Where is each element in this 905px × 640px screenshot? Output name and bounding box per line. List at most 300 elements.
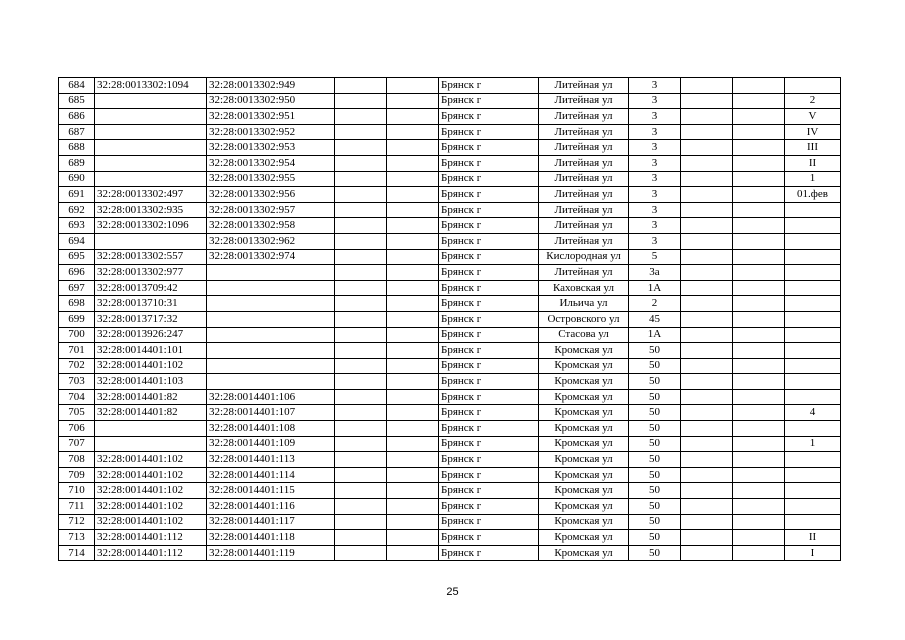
table-row xyxy=(59,389,841,405)
cell-empty-col-4 xyxy=(335,202,387,218)
cell-empty-col-5 xyxy=(387,280,439,296)
cell-street: Литейная ул xyxy=(539,93,629,109)
cell-cadastral-number-parent: 32:28:0013302:1094 xyxy=(95,78,207,94)
cell-empty-col-9 xyxy=(681,545,733,561)
cell-row-number: 706 xyxy=(59,421,95,437)
cell-room-number xyxy=(785,358,841,374)
cell-cadastral-number: 32:28:0014401:119 xyxy=(207,545,335,561)
cell-empty-col-5 xyxy=(387,530,439,546)
cell-row-number: 695 xyxy=(59,249,95,265)
cell-cadastral-number-parent: 32:28:0013302:977 xyxy=(95,265,207,281)
cell-cadastral-number: 32:28:0014401:106 xyxy=(207,389,335,405)
cell-cadastral-number: 32:28:0014401:113 xyxy=(207,452,335,468)
cell-row-number: 712 xyxy=(59,514,95,530)
cell-cadastral-number xyxy=(207,280,335,296)
table-row xyxy=(59,249,841,265)
table-row xyxy=(59,405,841,421)
table-row xyxy=(59,93,841,109)
cell-street: Литейная ул xyxy=(539,187,629,203)
cell-cadastral-number: 32:28:0013302:954 xyxy=(207,155,335,171)
cell-city: Брянск г xyxy=(439,155,539,171)
cell-empty-col-4 xyxy=(335,514,387,530)
cell-cadastral-number xyxy=(207,343,335,359)
cell-street: Литейная ул xyxy=(539,233,629,249)
cell-empty-col-9 xyxy=(681,140,733,156)
cell-empty-col-10 xyxy=(733,296,785,312)
cell-cadastral-number-parent: 32:28:0013302:935 xyxy=(95,202,207,218)
cell-empty-col-5 xyxy=(387,452,439,468)
table-row xyxy=(59,265,841,281)
cell-cadastral-number-parent: 32:28:0014401:102 xyxy=(95,499,207,515)
cell-cadastral-number: 32:28:0013302:958 xyxy=(207,218,335,234)
cell-empty-col-10 xyxy=(733,343,785,359)
cell-empty-col-5 xyxy=(387,421,439,437)
cell-house-number: 1А xyxy=(629,280,681,296)
cell-city: Брянск г xyxy=(439,421,539,437)
cell-room-number: 1 xyxy=(785,436,841,452)
cell-cadastral-number-parent xyxy=(95,233,207,249)
cell-empty-col-10 xyxy=(733,202,785,218)
cell-street: Литейная ул xyxy=(539,155,629,171)
cell-empty-col-9 xyxy=(681,467,733,483)
cell-empty-col-5 xyxy=(387,358,439,374)
cell-empty-col-10 xyxy=(733,421,785,437)
cell-house-number: 50 xyxy=(629,421,681,437)
cell-cadastral-number-parent: 32:28:0013709:42 xyxy=(95,280,207,296)
cell-empty-col-10 xyxy=(733,187,785,203)
cell-room-number xyxy=(785,483,841,499)
cell-empty-col-10 xyxy=(733,124,785,140)
cell-cadastral-number-parent: 32:28:0014401:102 xyxy=(95,514,207,530)
cell-row-number: 684 xyxy=(59,78,95,94)
cell-row-number: 689 xyxy=(59,155,95,171)
cell-row-number: 692 xyxy=(59,202,95,218)
cell-cadastral-number: 32:28:0013302:962 xyxy=(207,233,335,249)
cell-cadastral-number-parent: 32:28:0014401:82 xyxy=(95,389,207,405)
cell-empty-col-5 xyxy=(387,249,439,265)
cell-house-number: 50 xyxy=(629,483,681,499)
cell-city: Брянск г xyxy=(439,249,539,265)
cell-room-number: 2 xyxy=(785,93,841,109)
table-row xyxy=(59,155,841,171)
cell-city: Брянск г xyxy=(439,499,539,515)
cell-empty-col-4 xyxy=(335,296,387,312)
cell-empty-col-9 xyxy=(681,296,733,312)
table-row xyxy=(59,78,841,94)
table-row xyxy=(59,140,841,156)
cell-empty-col-10 xyxy=(733,389,785,405)
cell-room-number xyxy=(785,249,841,265)
cell-empty-col-4 xyxy=(335,155,387,171)
cell-cadastral-number: 32:28:0013302:950 xyxy=(207,93,335,109)
cell-room-number xyxy=(785,78,841,94)
cell-street: Кромская ул xyxy=(539,374,629,390)
cell-cadastral-number xyxy=(207,327,335,343)
cell-empty-col-4 xyxy=(335,218,387,234)
cell-street: Кромская ул xyxy=(539,530,629,546)
cell-city: Брянск г xyxy=(439,358,539,374)
cell-empty-col-5 xyxy=(387,140,439,156)
cell-empty-col-9 xyxy=(681,249,733,265)
cell-empty-col-4 xyxy=(335,452,387,468)
cell-empty-col-9 xyxy=(681,514,733,530)
cell-house-number: 3 xyxy=(629,124,681,140)
cell-empty-col-10 xyxy=(733,467,785,483)
cell-cadastral-number: 32:28:0014401:115 xyxy=(207,483,335,499)
table-row xyxy=(59,327,841,343)
table-row xyxy=(59,280,841,296)
cell-empty-col-10 xyxy=(733,280,785,296)
cell-city: Брянск г xyxy=(439,265,539,281)
cell-empty-col-5 xyxy=(387,389,439,405)
cell-room-number: I xyxy=(785,545,841,561)
cell-empty-col-5 xyxy=(387,155,439,171)
cell-empty-col-10 xyxy=(733,436,785,452)
cell-empty-col-5 xyxy=(387,265,439,281)
cell-cadastral-number-parent xyxy=(95,93,207,109)
cell-city: Брянск г xyxy=(439,202,539,218)
cell-room-number: 1 xyxy=(785,171,841,187)
cell-empty-col-10 xyxy=(733,327,785,343)
cell-row-number: 705 xyxy=(59,405,95,421)
cell-room-number xyxy=(785,343,841,359)
cell-house-number: 50 xyxy=(629,343,681,359)
cell-room-number xyxy=(785,514,841,530)
cell-house-number: 50 xyxy=(629,405,681,421)
cell-street: Кромская ул xyxy=(539,389,629,405)
cell-city: Брянск г xyxy=(439,171,539,187)
cell-empty-col-5 xyxy=(387,327,439,343)
cell-empty-col-4 xyxy=(335,530,387,546)
cell-row-number: 707 xyxy=(59,436,95,452)
cell-street: Литейная ул xyxy=(539,109,629,125)
cell-city: Брянск г xyxy=(439,530,539,546)
cell-empty-col-4 xyxy=(335,467,387,483)
cell-room-number: III xyxy=(785,140,841,156)
cell-cadastral-number-parent xyxy=(95,109,207,125)
cell-house-number: 50 xyxy=(629,358,681,374)
cell-house-number: 3 xyxy=(629,109,681,125)
cell-cadastral-number-parent xyxy=(95,155,207,171)
cell-empty-col-10 xyxy=(733,405,785,421)
cell-room-number: II xyxy=(785,530,841,546)
cell-room-number xyxy=(785,265,841,281)
cell-empty-col-9 xyxy=(681,358,733,374)
cell-empty-col-10 xyxy=(733,530,785,546)
cell-empty-col-5 xyxy=(387,233,439,249)
cell-house-number: 45 xyxy=(629,311,681,327)
cell-street: Кромская ул xyxy=(539,358,629,374)
cell-empty-col-9 xyxy=(681,280,733,296)
cell-empty-col-5 xyxy=(387,109,439,125)
cell-city: Брянск г xyxy=(439,483,539,499)
cell-empty-col-4 xyxy=(335,343,387,359)
table-row xyxy=(59,343,841,359)
cell-cadastral-number: 32:28:0014401:118 xyxy=(207,530,335,546)
cell-house-number: 50 xyxy=(629,499,681,515)
cell-city: Брянск г xyxy=(439,109,539,125)
cell-empty-col-10 xyxy=(733,499,785,515)
cell-cadastral-number-parent: 32:28:0013302:1096 xyxy=(95,218,207,234)
cell-empty-col-10 xyxy=(733,233,785,249)
cell-cadastral-number-parent: 32:28:0014401:101 xyxy=(95,343,207,359)
cell-empty-col-10 xyxy=(733,93,785,109)
cell-street: Кромская ул xyxy=(539,545,629,561)
cell-cadastral-number-parent xyxy=(95,436,207,452)
cell-cadastral-number-parent: 32:28:0013710:31 xyxy=(95,296,207,312)
table-row xyxy=(59,499,841,515)
cell-row-number: 714 xyxy=(59,545,95,561)
cell-empty-col-9 xyxy=(681,483,733,499)
cell-room-number xyxy=(785,327,841,343)
cell-empty-col-5 xyxy=(387,436,439,452)
cell-house-number: 3 xyxy=(629,93,681,109)
table-row xyxy=(59,467,841,483)
cell-empty-col-4 xyxy=(335,109,387,125)
cell-empty-col-9 xyxy=(681,311,733,327)
cell-cadastral-number: 32:28:0014401:108 xyxy=(207,421,335,437)
cell-street: Кромская ул xyxy=(539,467,629,483)
table-row xyxy=(59,296,841,312)
cell-row-number: 687 xyxy=(59,124,95,140)
cell-cadastral-number: 32:28:0014401:107 xyxy=(207,405,335,421)
table-row xyxy=(59,109,841,125)
cell-cadastral-number-parent: 32:28:0014401:102 xyxy=(95,358,207,374)
cell-empty-col-9 xyxy=(681,218,733,234)
cell-empty-col-9 xyxy=(681,327,733,343)
cell-room-number xyxy=(785,202,841,218)
cell-house-number: 3 xyxy=(629,171,681,187)
table-row xyxy=(59,545,841,561)
cell-row-number: 709 xyxy=(59,467,95,483)
cell-street: Кромская ул xyxy=(539,436,629,452)
cell-row-number: 704 xyxy=(59,389,95,405)
cell-house-number: 50 xyxy=(629,389,681,405)
cell-row-number: 703 xyxy=(59,374,95,390)
cell-row-number: 685 xyxy=(59,93,95,109)
cell-cadastral-number-parent: 32:28:0014401:103 xyxy=(95,374,207,390)
cell-city: Брянск г xyxy=(439,218,539,234)
cell-empty-col-4 xyxy=(335,358,387,374)
cell-row-number: 691 xyxy=(59,187,95,203)
cell-row-number: 711 xyxy=(59,499,95,515)
cell-cadastral-number-parent xyxy=(95,421,207,437)
cell-row-number: 697 xyxy=(59,280,95,296)
table-row xyxy=(59,514,841,530)
cell-empty-col-4 xyxy=(335,483,387,499)
table-row xyxy=(59,124,841,140)
cell-empty-col-4 xyxy=(335,436,387,452)
cell-cadastral-number: 32:28:0014401:116 xyxy=(207,499,335,515)
cell-empty-col-5 xyxy=(387,93,439,109)
cell-empty-col-4 xyxy=(335,140,387,156)
cell-street: Островского ул xyxy=(539,311,629,327)
cell-street: Литейная ул xyxy=(539,202,629,218)
cell-empty-col-5 xyxy=(387,171,439,187)
cell-empty-col-5 xyxy=(387,499,439,515)
cell-empty-col-4 xyxy=(335,389,387,405)
cell-empty-col-9 xyxy=(681,265,733,281)
cell-cadastral-number-parent: 32:28:0014401:102 xyxy=(95,452,207,468)
cell-empty-col-9 xyxy=(681,421,733,437)
cell-empty-col-5 xyxy=(387,483,439,499)
cell-house-number: 3 xyxy=(629,140,681,156)
cell-cadastral-number-parent: 32:28:0013926:247 xyxy=(95,327,207,343)
cell-row-number: 696 xyxy=(59,265,95,281)
cell-cadastral-number xyxy=(207,311,335,327)
cell-row-number: 693 xyxy=(59,218,95,234)
cell-empty-col-9 xyxy=(681,124,733,140)
cell-empty-col-10 xyxy=(733,358,785,374)
cell-house-number: 3 xyxy=(629,233,681,249)
cell-room-number xyxy=(785,233,841,249)
cell-empty-col-5 xyxy=(387,467,439,483)
cell-city: Брянск г xyxy=(439,296,539,312)
cell-city: Брянск г xyxy=(439,343,539,359)
cell-row-number: 688 xyxy=(59,140,95,156)
cell-empty-col-4 xyxy=(335,171,387,187)
cell-empty-col-4 xyxy=(335,249,387,265)
table-row xyxy=(59,202,841,218)
table-row xyxy=(59,530,841,546)
cell-row-number: 713 xyxy=(59,530,95,546)
cell-cadastral-number: 32:28:0013302:951 xyxy=(207,109,335,125)
cell-city: Брянск г xyxy=(439,452,539,468)
cell-cadastral-number: 32:28:0013302:956 xyxy=(207,187,335,203)
cell-empty-col-10 xyxy=(733,514,785,530)
cell-empty-col-9 xyxy=(681,202,733,218)
cell-cadastral-number-parent: 32:28:0014401:112 xyxy=(95,530,207,546)
cell-room-number xyxy=(785,374,841,390)
table-row xyxy=(59,374,841,390)
registry-table-body xyxy=(59,78,841,561)
cell-row-number: 686 xyxy=(59,109,95,125)
cell-cadastral-number-parent: 32:28:0013302:557 xyxy=(95,249,207,265)
cell-cadastral-number xyxy=(207,265,335,281)
cell-house-number: 5 xyxy=(629,249,681,265)
cell-empty-col-5 xyxy=(387,187,439,203)
cell-cadastral-number xyxy=(207,358,335,374)
cell-house-number: 50 xyxy=(629,467,681,483)
cell-cadastral-number-parent: 32:28:0014401:102 xyxy=(95,483,207,499)
cell-street: Литейная ул xyxy=(539,265,629,281)
cell-room-number: 01.фев xyxy=(785,187,841,203)
cell-empty-col-10 xyxy=(733,249,785,265)
cell-cadastral-number-parent: 32:28:0014401:112 xyxy=(95,545,207,561)
cell-empty-col-5 xyxy=(387,343,439,359)
cell-empty-col-4 xyxy=(335,311,387,327)
cell-empty-col-5 xyxy=(387,202,439,218)
cell-empty-col-9 xyxy=(681,405,733,421)
cell-city: Брянск г xyxy=(439,233,539,249)
cell-house-number: 50 xyxy=(629,436,681,452)
cell-room-number xyxy=(785,296,841,312)
cell-room-number: II xyxy=(785,155,841,171)
cell-cadastral-number: 32:28:0014401:117 xyxy=(207,514,335,530)
cell-city: Брянск г xyxy=(439,327,539,343)
cell-house-number: 3 xyxy=(629,218,681,234)
cell-empty-col-9 xyxy=(681,187,733,203)
cell-house-number: 3 xyxy=(629,202,681,218)
cell-empty-col-9 xyxy=(681,155,733,171)
table-row xyxy=(59,171,841,187)
cell-cadastral-number: 32:28:0013302:974 xyxy=(207,249,335,265)
cell-empty-col-10 xyxy=(733,218,785,234)
cell-row-number: 702 xyxy=(59,358,95,374)
table-row xyxy=(59,483,841,499)
cell-street: Кромская ул xyxy=(539,499,629,515)
cell-row-number: 700 xyxy=(59,327,95,343)
cell-empty-col-5 xyxy=(387,124,439,140)
table-row xyxy=(59,452,841,468)
cell-row-number: 690 xyxy=(59,171,95,187)
cell-empty-col-10 xyxy=(733,265,785,281)
cell-room-number: V xyxy=(785,109,841,125)
cell-cadastral-number: 32:28:0013302:949 xyxy=(207,78,335,94)
cell-street: Литейная ул xyxy=(539,124,629,140)
cell-row-number: 698 xyxy=(59,296,95,312)
cell-empty-col-10 xyxy=(733,109,785,125)
cell-empty-col-5 xyxy=(387,405,439,421)
cell-cadastral-number: 32:28:0013302:957 xyxy=(207,202,335,218)
cell-empty-col-4 xyxy=(335,374,387,390)
cell-empty-col-9 xyxy=(681,93,733,109)
cell-street: Кромская ул xyxy=(539,421,629,437)
cell-empty-col-9 xyxy=(681,499,733,515)
table-row xyxy=(59,218,841,234)
cell-city: Брянск г xyxy=(439,514,539,530)
cell-city: Брянск г xyxy=(439,374,539,390)
cell-street: Кромская ул xyxy=(539,343,629,359)
cell-empty-col-4 xyxy=(335,499,387,515)
cell-city: Брянск г xyxy=(439,140,539,156)
cell-cadastral-number-parent: 32:28:0014401:82 xyxy=(95,405,207,421)
cell-city: Брянск г xyxy=(439,78,539,94)
cell-empty-col-4 xyxy=(335,233,387,249)
cell-room-number: IV xyxy=(785,124,841,140)
cell-city: Брянск г xyxy=(439,93,539,109)
cell-street: Кромская ул xyxy=(539,452,629,468)
cell-empty-col-10 xyxy=(733,483,785,499)
cell-empty-col-9 xyxy=(681,109,733,125)
cell-empty-col-4 xyxy=(335,124,387,140)
cell-city: Брянск г xyxy=(439,311,539,327)
cell-empty-col-4 xyxy=(335,545,387,561)
cell-empty-col-4 xyxy=(335,405,387,421)
cell-empty-col-10 xyxy=(733,78,785,94)
cell-empty-col-5 xyxy=(387,78,439,94)
cell-house-number: 3а xyxy=(629,265,681,281)
cell-cadastral-number: 32:28:0013302:953 xyxy=(207,140,335,156)
cell-empty-col-9 xyxy=(681,78,733,94)
cell-room-number: 4 xyxy=(785,405,841,421)
cell-empty-col-9 xyxy=(681,171,733,187)
cell-empty-col-10 xyxy=(733,374,785,390)
cell-empty-col-4 xyxy=(335,265,387,281)
cell-empty-col-5 xyxy=(387,545,439,561)
cell-street: Ильича ул xyxy=(539,296,629,312)
cell-house-number: 50 xyxy=(629,530,681,546)
cell-street: Литейная ул xyxy=(539,171,629,187)
cell-cadastral-number xyxy=(207,374,335,390)
cell-empty-col-9 xyxy=(681,436,733,452)
cell-house-number: 3 xyxy=(629,187,681,203)
cell-row-number: 710 xyxy=(59,483,95,499)
cell-city: Брянск г xyxy=(439,467,539,483)
cell-city: Брянск г xyxy=(439,187,539,203)
cell-empty-col-5 xyxy=(387,311,439,327)
cell-cadastral-number xyxy=(207,296,335,312)
